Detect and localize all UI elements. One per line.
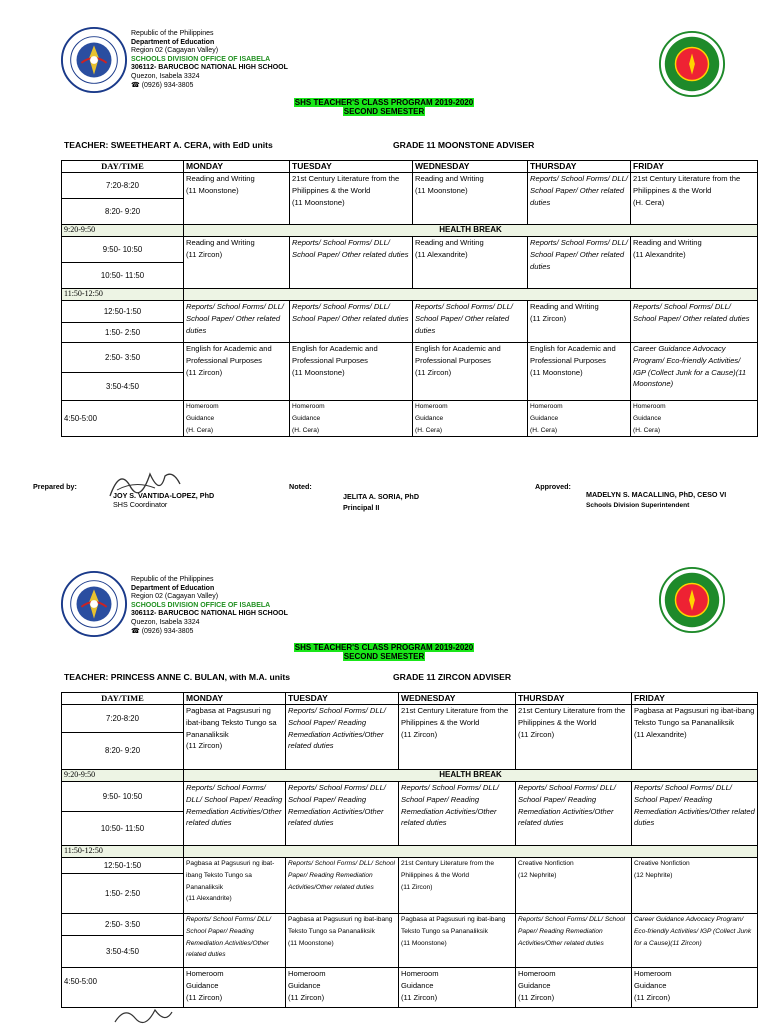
time-cell: 7:20-8:20 [62, 705, 184, 733]
col-header: WEDNESDAY [413, 161, 528, 173]
time-cell: 10:50- 11:50 [62, 263, 184, 289]
time-cell: 4:50-5:00 [62, 401, 184, 437]
break-row [62, 770, 758, 782]
class-cell: 21st Century Literature from the Philippines & the World (11 Zircon) [399, 705, 516, 770]
col-header: TUESDAY [286, 693, 399, 705]
approved-name: MADELYN S. MACALLING, PhD, CESO VI [586, 490, 727, 499]
class-cell: Reports/ School Forms/ DLL/ School Paper/ Reading Remediation Activities/Other related duties [516, 782, 632, 846]
col-header: THURSDAY [516, 693, 632, 705]
division-text: SCHOOLS DIVISION OFFICE OF ISABELA [131, 601, 271, 609]
schedule-table-2 [61, 692, 758, 1008]
table-row [62, 173, 758, 199]
col-header: DAY/TIME [62, 693, 184, 705]
table-row [62, 914, 758, 936]
semester-text: SECOND SEMESTER [343, 107, 425, 116]
teacher-name: TEACHER: SWEETHEART A. CERA, with EdD units [64, 140, 273, 150]
semester-text: SECOND SEMESTER [343, 652, 425, 661]
time-cell: 4:50-5:00 [62, 968, 184, 1008]
telephone-icon: ☎ [131, 81, 140, 89]
deped-seal-right-icon [658, 30, 726, 98]
class-cell: Reading and Writing (11 Zircon) [528, 301, 631, 343]
class-cell: Reports/ School Forms/ DLL/ School Paper/ Other related duties [290, 301, 413, 343]
phone-text: (0926) 934-3805 [141, 81, 194, 89]
time-cell: 11:50-12:50 [62, 289, 184, 301]
adviser-label: GRADE 11 MOONSTONE ADVISER [393, 140, 535, 150]
noted-label: Noted: [289, 482, 312, 491]
phone-text: (0926) 934-3805 [141, 627, 194, 635]
class-cell: Reports/ School Forms/ DLL/ School Paper/ Other related duties [528, 173, 631, 225]
noted-block [343, 491, 419, 513]
telephone-icon: ☎ [131, 627, 140, 635]
division-text: SCHOOLS DIVISION OFFICE OF ISABELA [131, 55, 271, 63]
time-cell: 3:50-4:50 [62, 373, 184, 401]
class-cell: Reading and Writing (11 Alexandrite) [631, 237, 758, 289]
class-cell: Reports/ School Forms/ DLL/ School Paper/ Reading Remediation Activities/Other related duties [286, 782, 399, 846]
teacher-name: TEACHER: PRINCESS ANNE C. BULAN, with M.A. units [64, 672, 290, 682]
lunch-break-cell [184, 289, 758, 301]
region-text: Region 02 (Cagayan Valley) [131, 593, 219, 601]
class-cell: Pagbasa at Pagsusuri ng ibat-ibang Teksto Tungo sa Pananaliksik (11 Zircon) [184, 705, 286, 770]
class-cell: Reading and Writing (11 Moonstone) [413, 173, 528, 225]
time-cell: 8:20- 9:20 [62, 199, 184, 225]
class-cell: Pagbasa at Pagsusuri ng ibat-ibang Teksto Tungo sa Pananaliksik (11 Moonstone) [286, 914, 399, 968]
class-cell: Reports/ School Forms/ DLL/ School Paper/ Other related duties [290, 237, 413, 289]
phone-line [131, 628, 288, 637]
class-cell: Homeroom Guidance (H. Cera) [413, 401, 528, 437]
prepared-title: SHS Coordinator [113, 500, 168, 509]
class-cell: Homeroom Guidance (H. Cera) [528, 401, 631, 437]
time-cell: 9:50- 10:50 [62, 782, 184, 812]
class-cell: Reports/ School Forms/ DLL/ School Paper/ Other related duties [631, 301, 758, 343]
class-cell: Reports/ School Forms/ DLL/ School Paper/ Other related duties [413, 301, 528, 343]
break-label: HEALTH BREAK [184, 770, 758, 782]
time-cell: 8:20- 9:20 [62, 733, 184, 770]
table-header-row [62, 161, 758, 173]
school-name: 306112- BARUCBOC NATIONAL HIGH SCHOOL [131, 64, 288, 72]
time-cell: 3:50-4:50 [62, 936, 184, 968]
class-cell: Reports/ School Forms/ DLL/ School Paper/ Reading Remediation Activities/Other related duties [516, 914, 632, 968]
time-cell: 2:50- 3:50 [62, 914, 184, 936]
col-header: FRIDAY [632, 693, 758, 705]
noted-title: Principal II [343, 503, 380, 512]
time-cell: 9:20-9:50 [62, 225, 184, 237]
deped-seal-right-icon [658, 566, 726, 634]
class-cell: Reading and Writing (11 Zircon) [184, 237, 290, 289]
school-name: 306112- BARUCBOC NATIONAL HIGH SCHOOL [131, 610, 288, 618]
region-text: Region 02 (Cagayan Valley) [131, 47, 219, 55]
class-cell: Homeroom Guidance (H. Cera) [631, 401, 758, 437]
time-cell: 1:50- 2:50 [62, 323, 184, 343]
class-cell: 21st Century Literature from the Philippines & the World (11 Zircon) [516, 705, 632, 770]
break-row [62, 225, 758, 237]
class-cell: Creative Nonfiction (12 Nephrite) [632, 858, 758, 914]
time-cell: 12:50-1:50 [62, 301, 184, 323]
col-header: MONDAY [184, 693, 286, 705]
approved-title: Schools Division Superintendent [586, 502, 690, 509]
program-title-2 [0, 643, 768, 661]
col-header: TUESDAY [290, 161, 413, 173]
prepared-block [113, 491, 214, 509]
class-cell: Reports/ School Forms/ DLL/ School Paper/ Reading Remediation Activities/Other related duties [184, 782, 286, 846]
break-row [62, 289, 758, 301]
letterhead-2 [131, 576, 288, 636]
approved-label: Approved: [535, 482, 571, 491]
table-row [62, 705, 758, 733]
class-cell: Reports/ School Forms/ DLL/ School Paper/ Reading Remediation Activities/Other related duties [286, 705, 399, 770]
phone-line [131, 82, 288, 91]
republic-text: Republic of the Philippines [131, 30, 214, 37]
time-cell: 10:50- 11:50 [62, 812, 184, 846]
table-row [62, 237, 758, 263]
class-cell: Homeroom Guidance (11 Zircon) [399, 968, 516, 1008]
class-cell: Reports/ School Forms/ DLL/ School Paper/ Other related duties [528, 237, 631, 289]
class-cell: Career Guidance Advocacy Program/ Eco-friendly Activities/ IGP (Collect Junk for a Cause)(11 Zircon) [632, 914, 758, 968]
prepared-name: JOY S. VANTIDA-LOPEZ, PhD [113, 491, 215, 500]
class-cell: Pagbasa at Pagsusuri ng ibat-ibang Teksto Tungo sa Pananaliksik (11 Alexandrite) [632, 705, 758, 770]
approved-block [586, 489, 726, 511]
dept-name: Department of Education [131, 584, 215, 592]
address-text: Quezon, Isabela 3324 [131, 72, 200, 80]
prepared-label: Prepared by: [33, 482, 77, 491]
col-header: WEDNESDAY [399, 693, 516, 705]
class-cell: 21st Century Literature from the Philippines & the World (11 Moonstone) [290, 173, 413, 225]
schedule-table-1 [61, 160, 758, 437]
table-row [62, 301, 758, 323]
class-cell: Pagbasa at Pagsusuri ng ibat-ibang Teksto Tungo sa Pananaliksik (11 Moonstone) [399, 914, 516, 968]
time-cell: 7:20-8:20 [62, 173, 184, 199]
class-cell: Homeroom Guidance (11 Zircon) [516, 968, 632, 1008]
class-cell: English for Academic and Professional Purposes (11 Zircon) [413, 343, 528, 401]
class-cell: Homeroom Guidance (11 Zircon) [286, 968, 399, 1008]
class-cell: Reports/ School Forms/ DLL/ School Paper/ Reading Remediation Activities/Other related duties [286, 858, 399, 914]
break-label: HEALTH BREAK [184, 225, 758, 237]
address-text: Quezon, Isabela 3324 [131, 618, 200, 626]
class-cell: Reading and Writing (11 Moonstone) [184, 173, 290, 225]
program-title-1 [0, 98, 768, 116]
class-cell: Creative Nonfiction (12 Nephrite) [516, 858, 632, 914]
program-title: SHS TEACHER'S CLASS PROGRAM 2019-2020 [294, 98, 474, 107]
time-cell: 12:50-1:50 [62, 858, 184, 874]
time-cell: 9:50- 10:50 [62, 237, 184, 263]
table-row [62, 782, 758, 812]
class-cell: Homeroom Guidance (11 Zircon) [632, 968, 758, 1008]
time-cell: 11:50-12:50 [62, 846, 184, 858]
table-row [62, 858, 758, 874]
table-row [62, 401, 758, 437]
class-cell: 21st Century Literature from the Philippines & the World (H. Cera) [631, 173, 758, 225]
program-title: SHS TEACHER'S CLASS PROGRAM 2019-2020 [294, 643, 474, 652]
class-cell: Career Guidance Advocacy Program/ Eco-friendly Activities/ IGP (Collect Junk for a Cause)(11 Moonstone) [631, 343, 758, 401]
class-cell: Reports/ School Forms/ DLL/ School Paper/ Reading Remediation Activities/Other related duties [399, 782, 516, 846]
class-cell: 21st Century Literature from the Philippines & the World (11 Zircon) [399, 858, 516, 914]
time-cell: 2:50- 3:50 [62, 343, 184, 373]
lunch-break-cell [184, 846, 758, 858]
letterhead-1 [131, 30, 288, 90]
class-cell: English for Academic and Professional Purposes (11 Moonstone) [290, 343, 413, 401]
class-cell: Reading and Writing (11 Alexandrite) [413, 237, 528, 289]
table-row [62, 968, 758, 1008]
noted-name: JELITA A. SORIA, PhD [343, 492, 420, 501]
class-cell: Reports/ School Forms/ DLL/ School Paper/ Reading Remediation Activities/Other related duties [632, 782, 758, 846]
class-cell: Reports/ School Forms/ DLL/ School Paper/ Reading Remediation Activities/Other related duties [184, 914, 286, 968]
deped-seal-left-icon [60, 570, 128, 638]
col-header: FRIDAY [631, 161, 758, 173]
col-header: THURSDAY [528, 161, 631, 173]
break-row [62, 846, 758, 858]
time-cell: 9:20-9:50 [62, 770, 184, 782]
time-cell: 1:50- 2:50 [62, 874, 184, 914]
adviser-label: GRADE 11 ZIRCON ADVISER [393, 672, 512, 682]
class-cell: English for Academic and Professional Purposes (11 Moonstone) [528, 343, 631, 401]
class-cell: Pagbasa at Pagsusuri ng ibat-ibang Teksto Tungo sa Pananaliksik (11 Alexandrite) [184, 858, 286, 914]
class-cell: Homeroom Guidance (H. Cera) [184, 401, 290, 437]
class-cell: Homeroom Guidance (H. Cera) [290, 401, 413, 437]
col-header: MONDAY [184, 161, 290, 173]
table-header-row [62, 693, 758, 705]
republic-text: Republic of the Philippines [131, 576, 214, 583]
signature-scribble-icon [110, 1004, 180, 1024]
class-cell: Reports/ School Forms/ DLL/ School Paper/ Other related duties [184, 301, 290, 343]
dept-name: Department of Education [131, 38, 215, 46]
table-row [62, 343, 758, 373]
deped-seal-left-icon [60, 26, 128, 94]
class-cell: Homeroom Guidance (11 Zircon) [184, 968, 286, 1008]
class-cell: English for Academic and Professional Purposes (11 Zircon) [184, 343, 290, 401]
col-header: DAY/TIME [62, 161, 184, 173]
